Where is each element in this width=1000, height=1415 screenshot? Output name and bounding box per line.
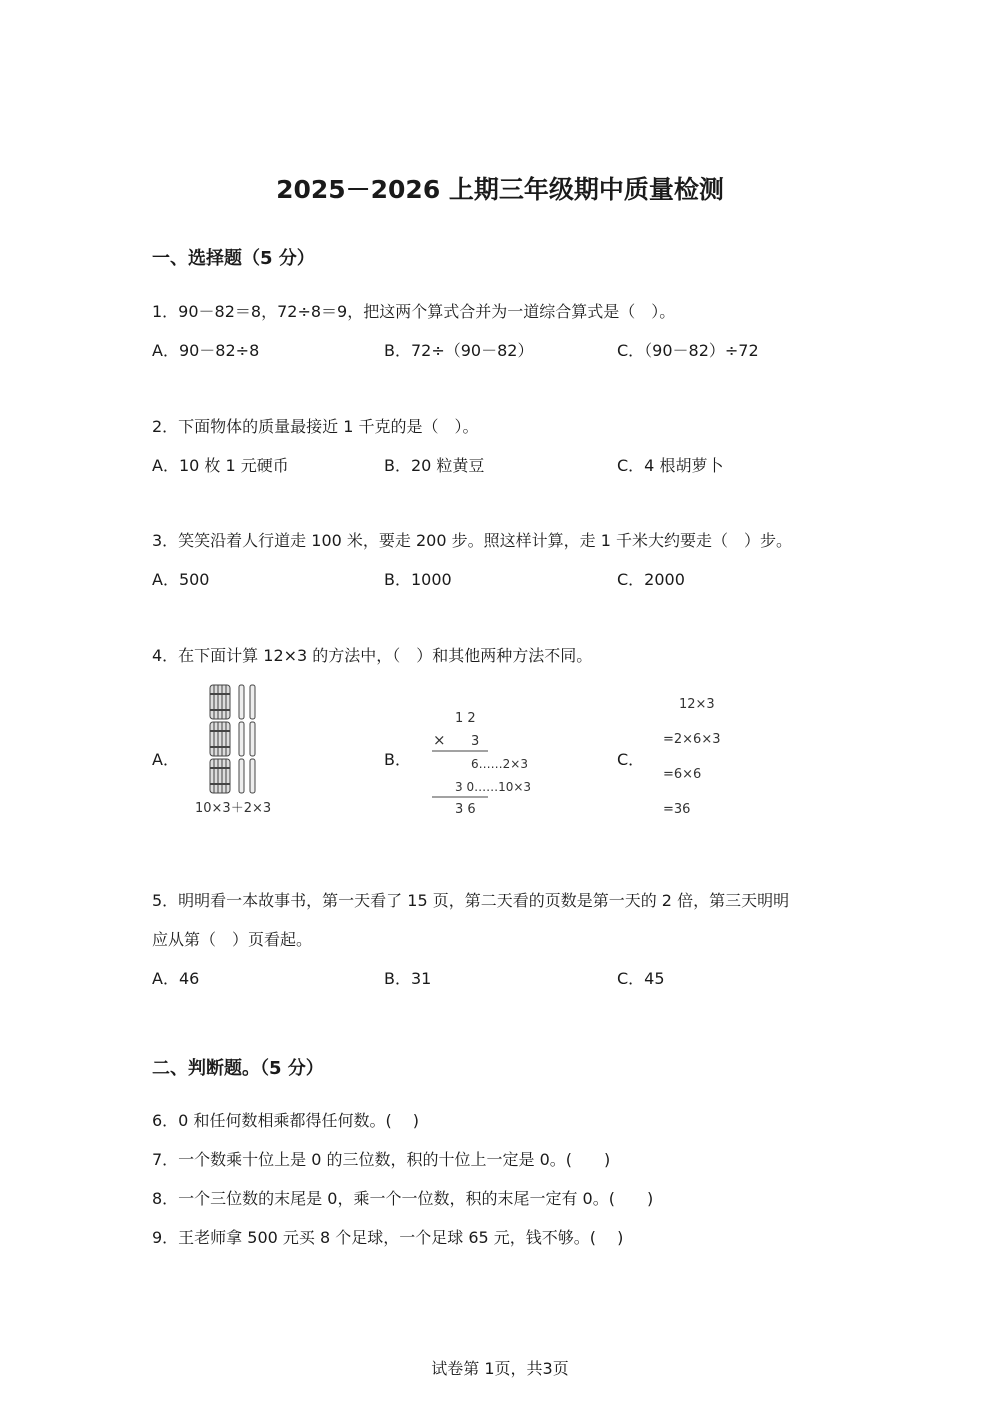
- stepwise-computation-figure: [655, 690, 775, 820]
- vertical-line-2: 3: [471, 734, 480, 749]
- question-3-option-b: B．1000: [384, 570, 452, 589]
- step-line-2: =2×6×3: [663, 732, 721, 747]
- step-line-4: =36: [663, 802, 691, 817]
- question-4-stem: 4．在下面计算 12×3 的方法中，（ ）和其他两种方法不同。: [152, 646, 593, 665]
- question-2-option-a: A．10 枚 1 元硬币: [152, 456, 289, 475]
- step-line-1: 12×3: [679, 697, 715, 712]
- question-4-option-b: B．: [384, 750, 411, 769]
- vertical-multiplication-figure: [425, 702, 575, 822]
- question-2-option-c: C．4 根胡萝卜: [617, 456, 724, 475]
- section-heading-judgment: 二、判断题。（5 分）: [152, 1058, 324, 1079]
- page-footer: 试卷第 1页，共3页: [431, 1359, 569, 1378]
- question-3-stem: 3．笑笑沿着人行道走 100 米，要走 200 步。照这样计算，走 1 千米大约要走（ ）步。: [152, 531, 792, 550]
- question-3-option-c: C．2000: [617, 570, 685, 589]
- times-sign: ×: [433, 731, 446, 749]
- single-stick-icon: [239, 685, 255, 793]
- stick-bundle-icon: [210, 722, 230, 756]
- question-9: 9．王老师拿 500 元买 8 个足球，一个足球 65 元，钱不够。( ): [152, 1228, 624, 1247]
- question-1-option-c: C．（90－82）÷72: [617, 341, 759, 360]
- question-1-option-b: B．72÷（90－82）: [384, 341, 534, 360]
- question-2-stem: 2．下面物体的质量最接近 1 千克的是（ ）。: [152, 417, 479, 436]
- vertical-line-5: 3 6: [455, 802, 476, 817]
- question-5-stem-line-2: 应从第（ ）页看起。: [152, 930, 313, 949]
- question-6: 6．0 和任何数相乘都得任何数。( ): [152, 1111, 420, 1130]
- step-line-3: =6×6: [663, 767, 702, 782]
- question-4-option-a: A．: [152, 750, 179, 769]
- question-1-option-a: A．90－82÷8: [152, 341, 260, 360]
- page-title: 2025－2026 上期三年级期中质量检测: [276, 175, 724, 204]
- question-2-option-b: B．20 粒黄豆: [384, 456, 485, 475]
- question-4-option-c: C．: [617, 750, 645, 769]
- question-5-option-a: A．46: [152, 969, 200, 988]
- vertical-line-1: 1 2: [455, 711, 476, 726]
- question-7: 7．一个数乘十位上是 0 的三位数，积的十位上一定是 0。( ): [152, 1150, 611, 1169]
- question-3-option-a: A．500: [152, 570, 210, 589]
- sticks-caption: 10×3＋2×3: [195, 801, 272, 816]
- question-5-stem-line-1: 5．明明看一本故事书，第一天看了 15 页，第二天看的页数是第一天的 2 倍，第三天明明: [152, 891, 790, 910]
- question-5-option-c: C．45: [617, 969, 665, 988]
- vertical-line-4: 3 0……10×3: [455, 780, 532, 794]
- stick-bundle-icon: [210, 759, 230, 793]
- section-heading-choice: 一、选择题（5 分）: [152, 248, 315, 269]
- question-1-stem: 1．90－82＝8，72÷8＝9，把这两个算式合并为一道综合算式是（ ）。: [152, 302, 676, 321]
- sticks-bundle-figure: [192, 682, 292, 822]
- question-8: 8．一个三位数的末尾是 0，乘一个一位数，积的末尾一定有 0。( ): [152, 1189, 654, 1208]
- vertical-line-3: 6……2×3: [471, 757, 528, 771]
- stick-bundle-icon: [210, 685, 230, 719]
- question-5-option-b: B．31: [384, 969, 432, 988]
